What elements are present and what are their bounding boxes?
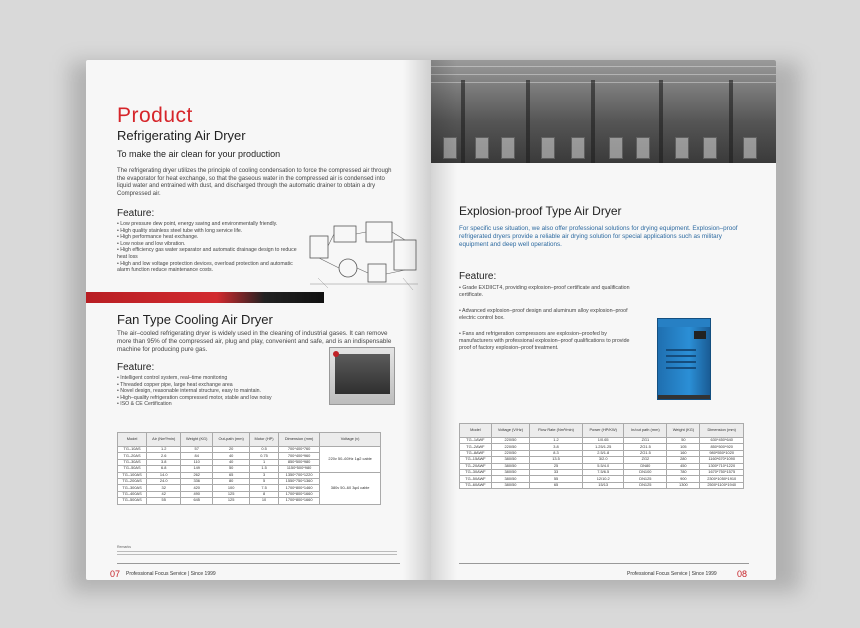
table-header-row: [118, 433, 381, 447]
dryer-schematic-diagram: [308, 218, 423, 296]
explosion-proof-title: Explosion-proof Type Air Dryer: [459, 204, 622, 218]
footer-text-left: Professional Focus Service | Since 1999: [126, 571, 216, 577]
feature-item: • Fans and refrigeration compressors are explosion–proofed by manufacturers with professional explosion–proof qualifications to provide proof of factory explosion–proof treatment.: [459, 331, 639, 352]
table-cell: 2500*1100*1940: [700, 482, 744, 488]
table-row: [460, 482, 744, 488]
table-cell: 280: [667, 457, 700, 463]
column-header: Dimension (mm): [700, 424, 744, 438]
column-header: Voltage (V/Hz): [491, 424, 529, 438]
table-cell: 57: [181, 447, 213, 453]
table-cell: 220/50: [491, 450, 529, 456]
table-cell: 50: [213, 466, 250, 472]
table-cell: 65: [530, 482, 583, 488]
column-header: Power (HP/KW): [582, 424, 623, 438]
table-cell: 125: [213, 498, 250, 504]
table-cell: 80: [213, 478, 250, 484]
feature-heading-1: Feature:: [117, 208, 155, 219]
table-cell: 2.6: [147, 453, 181, 459]
table-cell: ZG1: [624, 438, 667, 444]
table-cell: 900: [667, 476, 700, 482]
table-cell: 630*450*640: [700, 438, 744, 444]
feature-item: • Threaded copper pipe, large heat exchange area: [117, 382, 327, 389]
fan-type-intro: The air–cooled refrigerating dryer is widely used in the cleaning of industrial gases. It can remove more than 95% of the compressed air, plug and play, convenient and safe, and is an indispensable machine for producing pure gas.: [117, 330, 392, 353]
table-cell: 1.5: [250, 466, 279, 472]
table-cell: 5: [250, 478, 279, 484]
table-cell: 13.5: [530, 457, 583, 463]
table-cell: 14.0: [147, 472, 181, 478]
column-header: Voltage (v): [320, 433, 381, 447]
section-subhead: To make the air clean for your production: [117, 149, 281, 159]
left-gutter-shade: [403, 60, 431, 580]
table-cell: 262: [181, 472, 213, 478]
table-cell: 1700*800*1460: [278, 485, 319, 491]
feature-item: • High performance heat exchange.: [117, 234, 307, 241]
table-cell: 84: [181, 453, 213, 459]
table-cell: 1: [250, 459, 279, 465]
feature-item: • Intelligent control system, real–time monitoring: [117, 375, 327, 382]
table-cell: ZG1.5: [624, 444, 667, 450]
table-cell: TG–30AS: [118, 459, 147, 465]
table-cell: 380/50: [491, 482, 529, 488]
table-cell: 420: [181, 485, 213, 491]
feature-item: • Advanced explosion–proof design and aluminum alloy explosion–proof electric control box.: [459, 308, 639, 322]
fan-type-spec-table: [117, 432, 381, 505]
feature-item: • ISO & CE Certification: [117, 401, 327, 408]
table-cell: 42: [147, 491, 181, 497]
table-cell: 380/50: [491, 463, 529, 469]
table-cell: 1550*750*1360: [278, 478, 319, 484]
table-cell: 149: [181, 466, 213, 472]
brand-logo-icon: [333, 351, 339, 357]
table-cell: TG–400AS: [118, 491, 147, 497]
feature-item: • Low noise and low vibration.: [117, 241, 307, 248]
table-cell: 380/50: [491, 469, 529, 475]
table-cell: 5.5/4.0: [582, 463, 623, 469]
table-cell: 450: [667, 463, 700, 469]
fan-type-dryer-image: [329, 347, 395, 405]
table-cell: 6.8: [147, 466, 181, 472]
column-header: Model: [460, 424, 492, 438]
table-cell: 125: [213, 491, 250, 497]
table-cell: 1300*710*1220: [700, 463, 744, 469]
table-cell: 1160*670*1090: [700, 457, 744, 463]
table-cell: TG–20AS: [118, 453, 147, 459]
table-cell: 8.3: [530, 450, 583, 456]
table-cell: TG–60AWF: [460, 482, 492, 488]
table-cell: 1.2: [530, 438, 583, 444]
table-cell: 40: [213, 459, 250, 465]
table-cell: TG–500AS: [118, 498, 147, 504]
section-title-refrigerating: Refrigerating Air Dryer: [117, 128, 246, 143]
table-cell: ZG1.5: [624, 450, 667, 456]
table-cell: 850*500*920: [700, 444, 744, 450]
left-page: [86, 60, 431, 580]
feature-item: • High–quality refrigeration compressed motor, stable and low noisy: [117, 395, 327, 402]
table-cell: 645: [181, 498, 213, 504]
red-divider-bar: [86, 292, 324, 303]
product-title: Product: [117, 104, 193, 127]
table-cell: 55: [147, 498, 181, 504]
feature-item: • Low pressure dew point, energy saving and environmentally friendly.: [117, 221, 307, 228]
column-header: Model: [118, 433, 147, 447]
table-cell: 380/50: [491, 457, 529, 463]
brochure-spread: [86, 60, 776, 580]
table-cell: 850*500*980: [278, 459, 319, 465]
table-cell: 7.5/6.5: [582, 469, 623, 475]
page-number-right: 08: [737, 569, 748, 579]
right-gutter-shade: [431, 60, 457, 580]
table-cell: 1350*700*1220: [278, 472, 319, 478]
remarks-fine-print: [117, 551, 397, 559]
table-cell: TG–50AWF: [460, 476, 492, 482]
section-title-fan-type: Fan Type Cooling Air Dryer: [117, 312, 273, 327]
table-cell: TG–20AWF: [460, 463, 492, 469]
feature-item: • High quality stainless steel tube with long service life.: [117, 228, 307, 235]
table-cell: 7.5: [250, 485, 279, 491]
table-cell: DN80: [624, 463, 667, 469]
table-cell: 12/10.2: [582, 476, 623, 482]
table-cell: 2.5/1.8: [582, 450, 623, 456]
table-cell: 380/50: [491, 476, 529, 482]
table-cell: 3/2.0: [582, 457, 623, 463]
dryer-front-panel: [335, 354, 390, 394]
table-cell: 100: [213, 485, 250, 491]
table-cell: 1150*500*980: [278, 466, 319, 472]
table-cell: 40: [213, 453, 250, 459]
fine-print-line: [117, 551, 397, 552]
table-cell: 24.0: [147, 478, 181, 484]
table-cell: 700*400*760: [278, 447, 319, 453]
column-header: Weight (KG): [667, 424, 700, 438]
column-header: Out-path (mm): [213, 433, 250, 447]
table-cell: 2300*1050*1910: [700, 476, 744, 482]
explosion-proof-dryer-image: [657, 318, 711, 400]
feature-item: • High and low voltage protection devices, overload protection and automatic alarm function reduce maintenance costs.: [117, 261, 307, 274]
table-cell: 220/50: [491, 444, 529, 450]
table-cell: 32: [147, 485, 181, 491]
table-cell: TG–300AS: [118, 485, 147, 491]
footer-rule: [459, 563, 749, 564]
table-cell: 65: [213, 472, 250, 478]
footer-text-right: Professional Focus Service | Since 1999: [627, 571, 717, 577]
voltage-cell-380v: 380v 50–60 3φ4 cable: [320, 472, 381, 504]
feature-list-3: [459, 285, 639, 352]
column-header: Dimension (mm): [278, 433, 319, 447]
table-cell: 780: [667, 469, 700, 475]
table-cell: TG–1AWF: [460, 438, 492, 444]
table-header-row: [460, 424, 744, 438]
page-number-left: 07: [110, 569, 121, 579]
column-header: Weight (KG): [181, 433, 213, 447]
feature-heading-2: Feature:: [117, 362, 155, 373]
table-cell: 1300: [667, 482, 700, 488]
table-cell: 20: [213, 447, 250, 453]
feature-list-1: [117, 221, 307, 274]
footer-rule: [117, 563, 400, 564]
table-cell: TG–8AWF: [460, 450, 492, 456]
table-cell: TG–100AS: [118, 472, 147, 478]
table-cell: 55: [530, 476, 583, 482]
table-cell: TG–15AWF: [460, 457, 492, 463]
table-cell: DN100: [624, 469, 667, 475]
table-cell: 3: [250, 472, 279, 478]
table-cell: 980*550*1020: [700, 450, 744, 456]
table-cell: 3.8: [147, 459, 181, 465]
table-cell: 3.8: [530, 444, 583, 450]
table-cell: 220/50: [491, 438, 529, 444]
voltage-cell-220v: 220v 50–60Hz 1φ2 cable: [320, 447, 381, 473]
table-cell: 700*400*960: [278, 453, 319, 459]
explosion-proof-spec-table: [459, 423, 744, 489]
feature-heading-3: Feature:: [459, 271, 497, 282]
table-cell: 0.75: [250, 453, 279, 459]
factory-floor-photo: [431, 60, 776, 163]
table-cell: 33: [530, 469, 583, 475]
table-cell: 1/0.65: [582, 438, 623, 444]
table-cell: 0.5: [250, 447, 279, 453]
table-cell: DN125: [624, 482, 667, 488]
table-cell: ZG2: [624, 457, 667, 463]
column-header: Air (Nm³/min): [147, 433, 181, 447]
table-cell: 336: [181, 478, 213, 484]
control-screen: [694, 331, 706, 339]
feature-item: • Grade EXDIICT4, providing explosion–proof certificate and qualification certificate.: [459, 285, 639, 299]
table-cell: 50: [667, 438, 700, 444]
table-cell: 25: [530, 463, 583, 469]
column-header: Flow Rate (Nm³/min): [530, 424, 583, 438]
intro-paragraph: The refrigerating dryer utilizes the principle of cooling condensation to force the compressed air through the evaporator for heat exchange, so that the gaseous water in the compressed air is condensed into liquid water and entrained with dust, and discharged through the automatic drainer to obtain a dry Compressed air.: [117, 168, 392, 197]
table-cell: 1670*750*1575: [700, 469, 744, 475]
fine-print-line: [117, 554, 397, 555]
table-cell: TG–200AS: [118, 478, 147, 484]
table-cell: TG–50AS: [118, 466, 147, 472]
table-cell: 1700*800*1660: [278, 491, 319, 497]
feature-item: • High efficiency gas water separator and automatic drainage design to reduce heat loss: [117, 247, 307, 260]
feature-list-2: [117, 375, 327, 408]
table-cell: 1700*800*1660: [278, 498, 319, 504]
right-page: [431, 60, 776, 580]
table-cell: 8: [250, 491, 279, 497]
table-cell: TG–30AWF: [460, 469, 492, 475]
table-cell: 490: [181, 491, 213, 497]
table-cell: 160: [667, 450, 700, 456]
table-cell: TG–2AWF: [460, 444, 492, 450]
table-cell: 1.2: [147, 447, 181, 453]
table-cell: TG–10AS: [118, 447, 147, 453]
feature-item: • Novel design, reasonable internal structure, easy to maintain.: [117, 388, 327, 395]
column-header: In/out path (mm): [624, 424, 667, 438]
remarks-label: Remarks: [117, 545, 132, 549]
column-header: Motor (HP): [250, 433, 279, 447]
explosion-proof-intro: For specific use situation, we also offer professional solutions for drying equipment. Explosion–proof refrigerated dryers provide a reliable air drying solution for special applications such as military equipment and deep well operations.: [459, 225, 738, 248]
table-cell: 15/13: [582, 482, 623, 488]
table-cell: DN125: [624, 476, 667, 482]
table-cell: 105: [667, 444, 700, 450]
table-cell: 110: [181, 459, 213, 465]
table-cell: 1.25/1.25: [582, 444, 623, 450]
table-cell: 10: [250, 498, 279, 504]
